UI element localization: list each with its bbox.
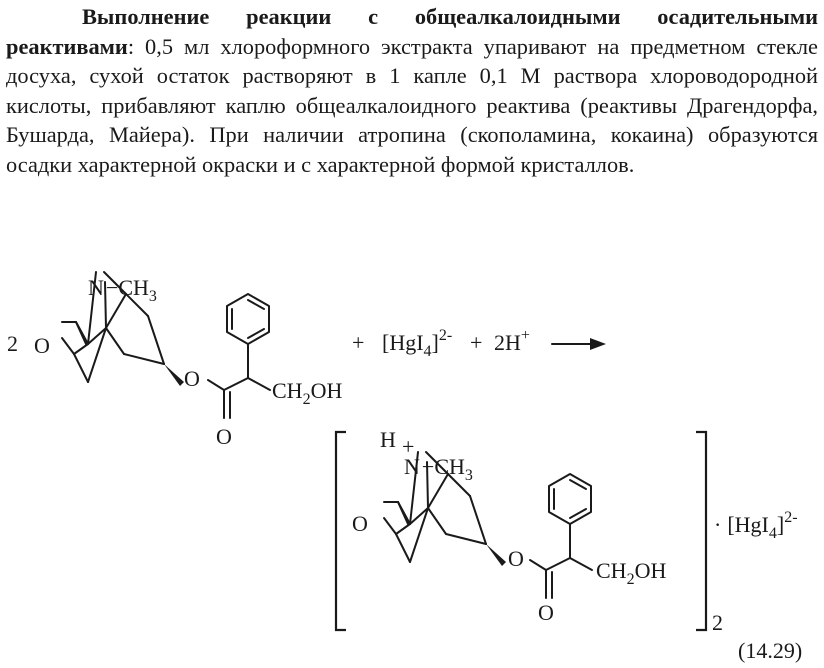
reaction-arrow: [552, 338, 606, 350]
product-nitrogen-label: $N-CH_3$: [404, 454, 473, 484]
plus-sign-2: +: [470, 330, 483, 355]
reaction-coefficient: 2: [7, 331, 18, 356]
epoxide-oxygen: O: [34, 333, 50, 358]
paragraph-body: 0,5 мл хлороформного экстракта упаривают на предметном стекле досуха, сухой остаток растворяют в 1 капле 0,1 М раствора хлороводородной кислоты, прибавляют каплю общеалкалоидного реактива (реактивы Драгендорфа, Бушарда, Майера). При наличии атропина (скополамина, кокаина) образуются осадки характерной окраски и с характерной формой кристаллов.: [6, 33, 818, 177]
reagents: [352, 327, 606, 360]
product-complex: [336, 427, 798, 635]
ammonium-charge: +: [402, 434, 415, 459]
right-bracket: [696, 432, 706, 630]
plus-sign-1: +: [352, 330, 365, 355]
product-carbonyl-oxygen: O: [538, 600, 554, 625]
product-ester-oxygen: O: [508, 546, 524, 571]
tetraiodomercurate-ion: $[HgI_4]^{2-}$: [382, 327, 453, 360]
equation-number: (14.29): [738, 638, 803, 663]
paragraph-heading-separator: :: [127, 33, 135, 59]
left-bracket: [336, 432, 346, 630]
ester-oxygen: O: [184, 366, 200, 391]
paragraph-heading: Выполнение реакции с общеалкалоидными осадительными реактивами: [6, 4, 818, 59]
product-hydroxymethyl-group: $CH_2OH$: [596, 558, 667, 588]
carbonyl-oxygen: O: [216, 424, 232, 449]
proton: 2H+: [494, 327, 530, 355]
product-epoxide-oxygen: O: [352, 511, 368, 536]
hydroxymethyl-group: $CH_2OH$: [272, 378, 343, 408]
nitrogen-label: $N-CH_3$: [88, 275, 157, 305]
protonated-hydrogen: H: [380, 427, 396, 452]
reactant-molecule: [7, 272, 342, 449]
product-stoichiometry-subscript: 2: [712, 610, 723, 635]
counter-ion: · $[HgI_4]^{2-}$: [714, 509, 798, 542]
